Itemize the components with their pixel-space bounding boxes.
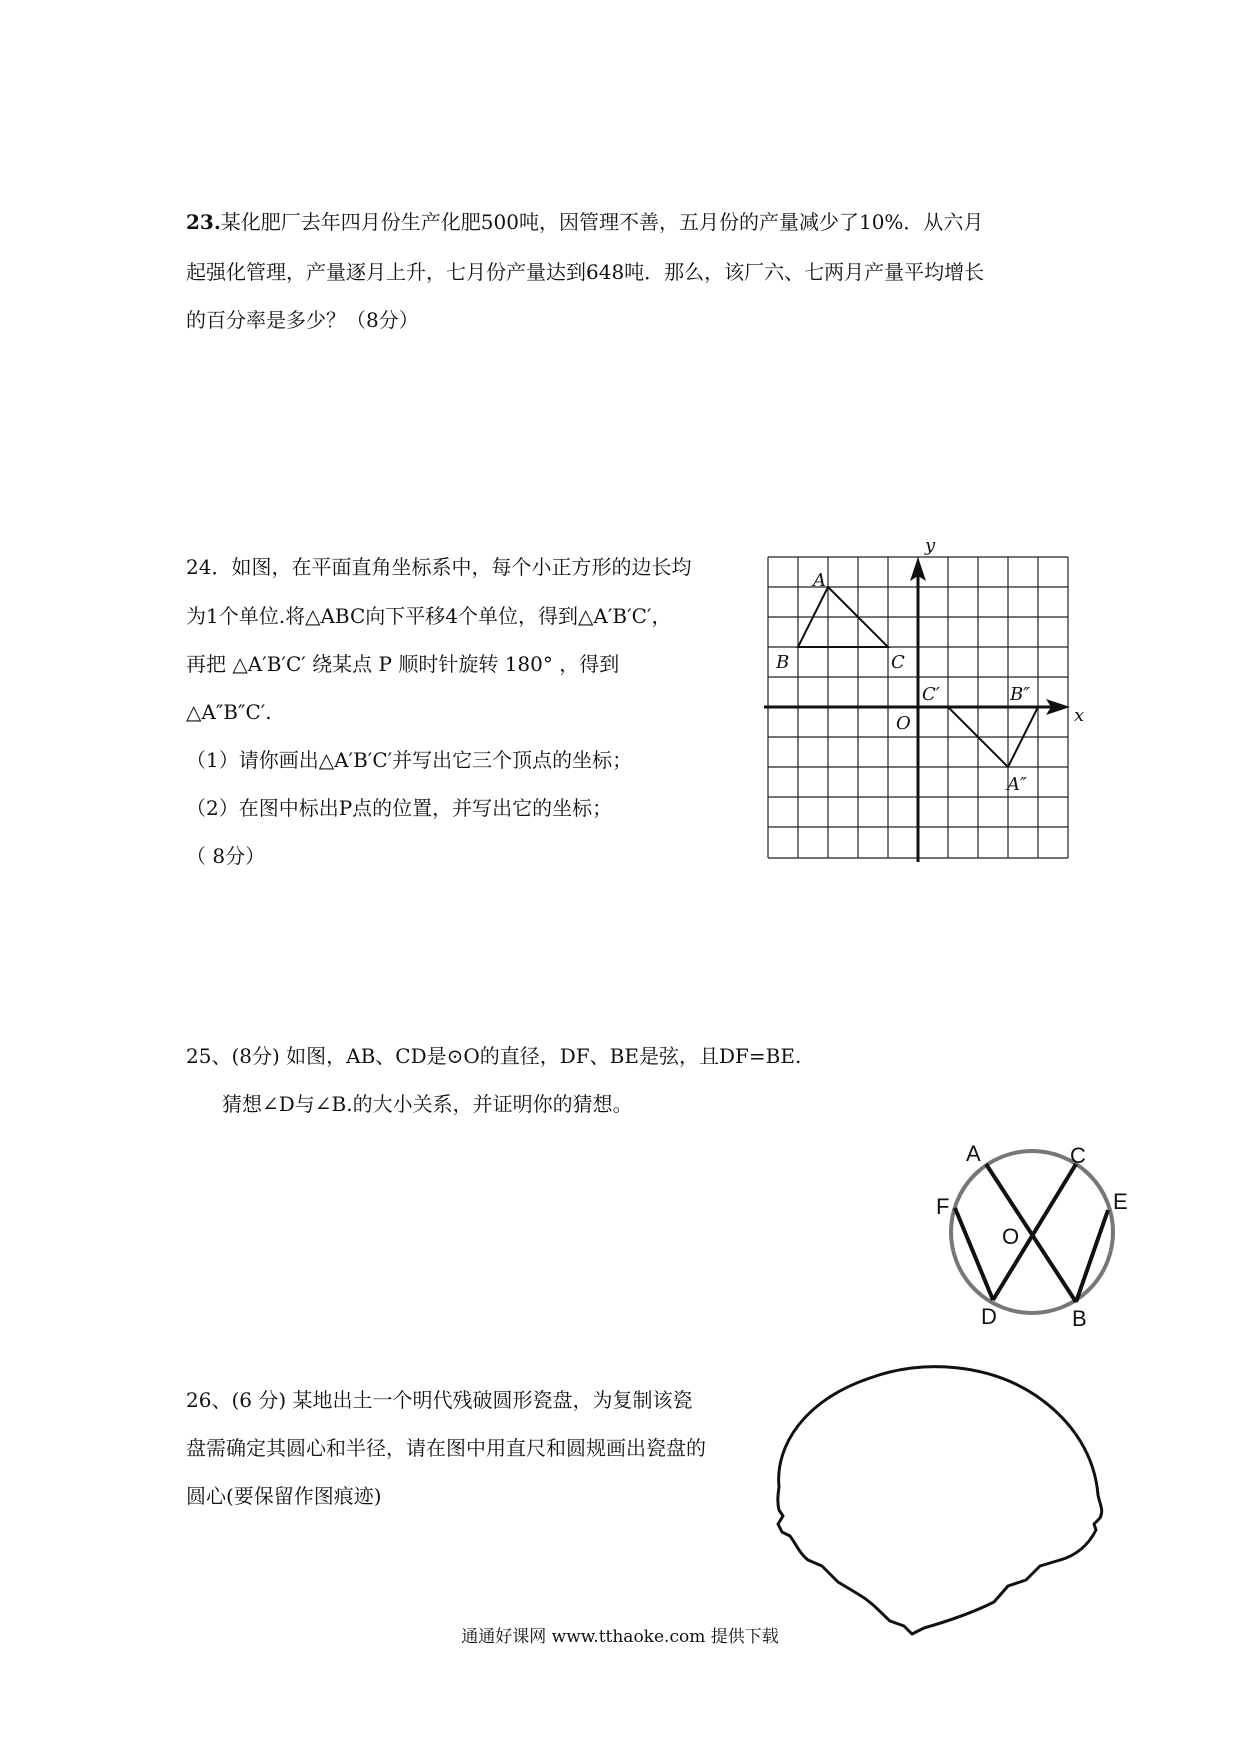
- y-axis-label: y: [925, 535, 936, 556]
- q23-number: 23.: [186, 210, 221, 234]
- q23-line1-text: 某化肥厂去年四月份生产化肥500吨，因管理不善，五月份的产量减少了10%．从六月: [220, 210, 984, 234]
- label-e: E: [1113, 1189, 1128, 1214]
- q24-score: （ 8分）: [186, 844, 266, 868]
- q23-line3: 的百分率是多少？（8分）: [186, 308, 419, 332]
- page-footer: 通通好课网 www.tthaoke.com 提供下载: [461, 1627, 779, 1647]
- q25-line2: 猜想∠D与∠B.的大小关系，并证明你的猜想。: [222, 1092, 633, 1116]
- q24-line3: 再把 △A′B′C′ 绕某点 P 顺时针旋转 180° ，得到: [186, 652, 620, 676]
- q25-line1: 25、(8分) 如图，AB、CD是⊙O的直径，DF、BE是弦，且DF=BE.: [186, 1044, 802, 1068]
- q24-part2: （2）在图中标出P点的位置，并写出它的坐标；: [186, 796, 613, 820]
- point-c-label: C: [891, 652, 905, 673]
- plate-outline: [778, 1367, 1102, 1634]
- q26-line2: 盘需确定其圆心和半径，请在图中用直尺和圆规画出瓷盘的: [186, 1436, 706, 1460]
- label-b: B: [1072, 1306, 1087, 1331]
- q24-line1: 24．如图，在平面直角坐标系中，每个小正方形的边长均: [186, 555, 692, 579]
- label-a: A: [966, 1141, 981, 1166]
- label-c: C: [1070, 1143, 1086, 1168]
- point-b-double-prime-label: B″: [1010, 684, 1030, 705]
- q26-line1: 26、(6 分) 某地出土一个明代残破圆形瓷盘，为复制该瓷: [186, 1388, 693, 1412]
- label-o: O: [1002, 1224, 1020, 1249]
- point-c-prime-label: C′: [922, 684, 940, 705]
- q26-line3: 圆心(要保留作图痕迹): [186, 1484, 382, 1508]
- x-axis-label: x: [1074, 705, 1085, 726]
- label-d: D: [981, 1304, 997, 1329]
- point-b-label: B: [776, 652, 790, 673]
- point-a-double-prime-label: A″: [1007, 774, 1027, 795]
- label-f: F: [936, 1194, 950, 1219]
- q24-part1: （1）请你画出△A′B′C′并写出它三个顶点的坐标；: [186, 748, 633, 772]
- q24-line2: 为1个单位.将△ABC向下平移4个单位，得到△A′B′C′，: [186, 604, 672, 628]
- point-a-label: A: [813, 570, 826, 591]
- q24-line4: △A″B″C′.: [186, 700, 272, 724]
- origin-label: O: [896, 713, 911, 734]
- q23-line2: 起强化管理，产量逐月上升，七月份产量达到648吨．那么，该厂六、七两月产量平均增长: [186, 260, 985, 284]
